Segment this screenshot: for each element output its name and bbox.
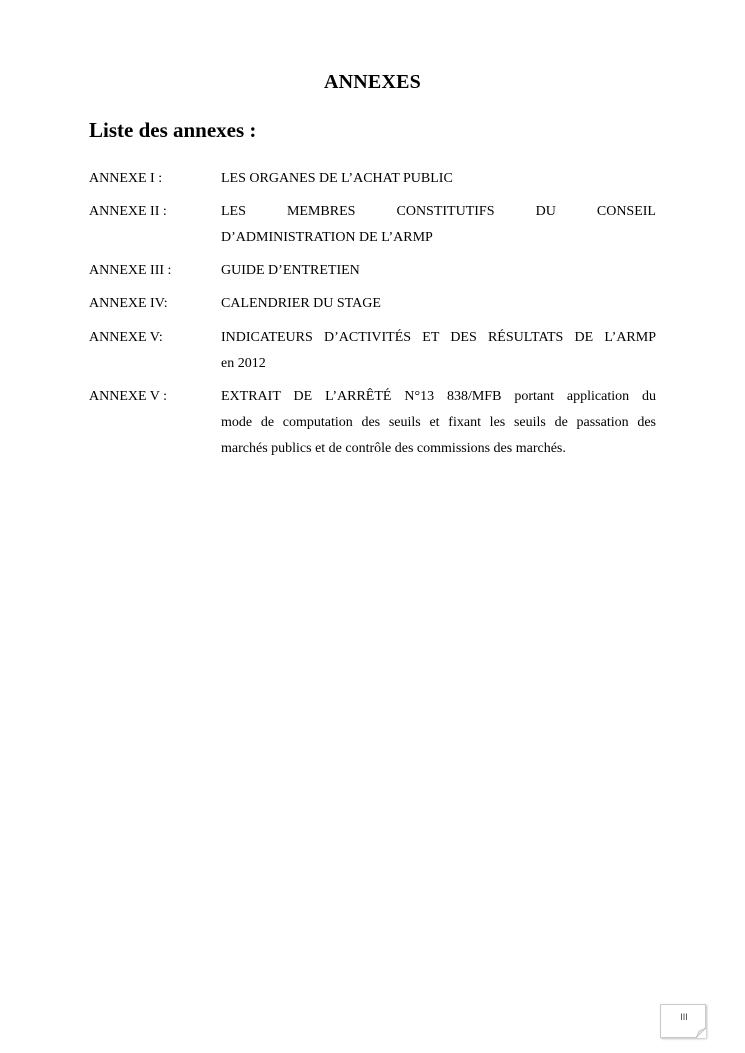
annex-label: ANNEXE IV: [89, 296, 168, 311]
annex-item-1 [89, 166, 656, 192]
annex-description [221, 166, 656, 192]
annex-description-line: LES ORGANES DE L’ACHAT PUBLIC [221, 171, 453, 186]
page-curl-icon [696, 1028, 706, 1038]
annex-description [221, 291, 656, 317]
list-heading: Liste des annexes : [89, 118, 257, 142]
annex-label: ANNEXE III : [89, 263, 172, 278]
annex-description [221, 258, 656, 284]
annex-description [221, 325, 656, 377]
annex-description-line: marchés publics et de contrôle des commissions des marchés. [221, 441, 566, 456]
annex-description-line: mode de computation des seuils et fixant les seuils de passation des [221, 415, 656, 430]
annex-description-line: D’ADMINISTRATION DE L’ARMP [221, 230, 433, 245]
annex-label: ANNEXE I : [89, 171, 163, 186]
page-number-box [660, 1004, 706, 1038]
annex-description-line: en 2012 [221, 356, 266, 371]
annex-description [221, 199, 656, 251]
annex-description-line: CALENDRIER DU STAGE [221, 296, 381, 311]
annex-description [221, 384, 656, 462]
annex-label: ANNEXE II : [89, 204, 167, 219]
annex-item-3 [89, 258, 656, 284]
page-title: ANNEXES [324, 71, 421, 93]
annex-item-6 [89, 384, 656, 462]
annex-label: ANNEXE V : [89, 389, 168, 404]
annex-item-5 [89, 325, 656, 377]
annex-item-4 [89, 291, 656, 317]
annex-description-line: EXTRAIT DE L’ARRÊTÉ N°13 838/MFB portant application du [221, 389, 656, 404]
annex-label: ANNEXE V: [89, 330, 163, 345]
page-number: III [680, 1012, 688, 1022]
annex-description-line: GUIDE D’ENTRETIEN [221, 263, 360, 278]
annex-description-line: LES MEMBRES CONSTITUTIFS DU CONSEIL [221, 204, 656, 219]
annex-description-line: INDICATEURS D’ACTIVITÉS ET DES RÉSULTATS DE L’ARMP [221, 330, 656, 345]
annex-item-2 [89, 199, 656, 251]
